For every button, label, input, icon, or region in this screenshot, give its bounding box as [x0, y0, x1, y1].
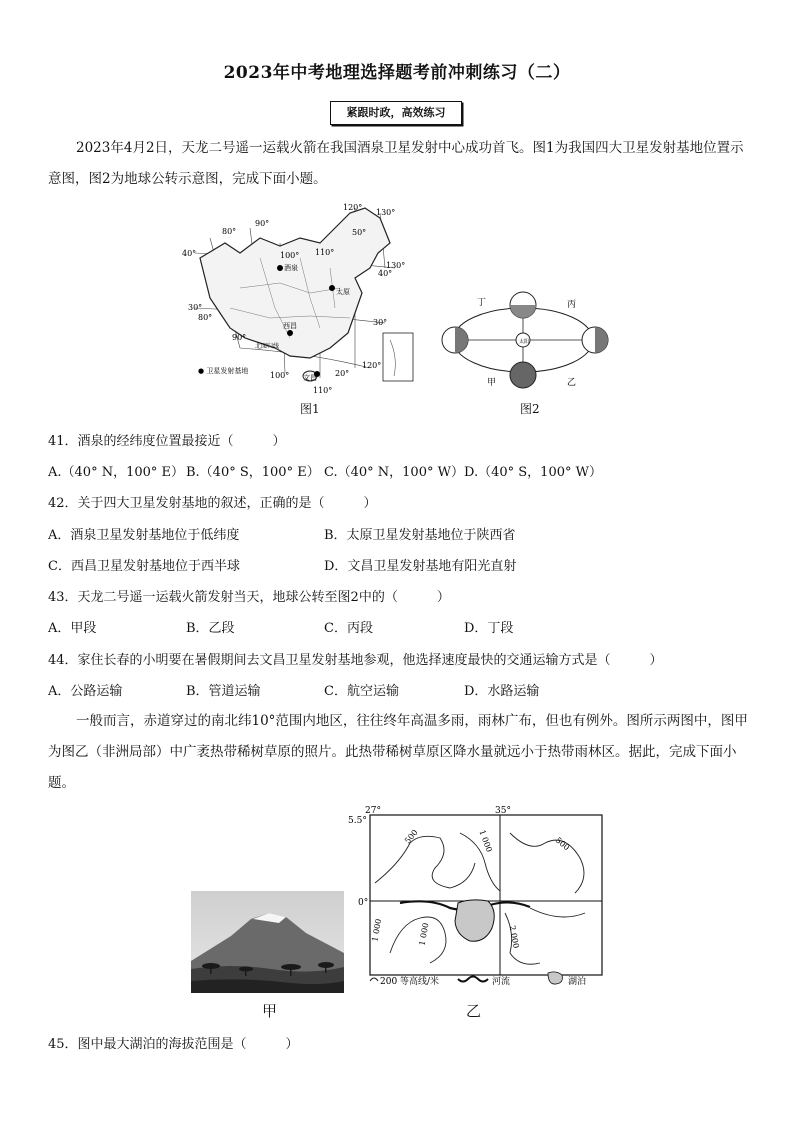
river-legend-icon [458, 977, 488, 982]
q44-option-c[interactable]: C．航空运输 [324, 684, 399, 699]
lon-label: 120° [343, 203, 363, 212]
q44-option-a[interactable]: A．公路运输 [48, 684, 123, 699]
orbit-label-bing: 丙 [567, 300, 577, 310]
contour-label: 2 000 [507, 924, 521, 949]
figure-2-caption: 图2 [520, 402, 540, 416]
site-xichang [287, 330, 293, 336]
intro-paragraph-1: 2023年4月2日，天龙二号遥一运载火箭在我国酒泉卫星发射中心成功首飞。图1为我国四大卫星发射基地位置示意图，图2为地球公转示意图，完成下面小题。 [48, 140, 744, 187]
map-caption-yi: 乙 [466, 1002, 482, 1020]
lon-label-35: 35° [495, 806, 511, 816]
lat-label: 30° [373, 318, 388, 327]
legend-lake: 湖泊 [568, 977, 587, 987]
site-jiuquan [277, 265, 283, 271]
lat-label-0: 0° [358, 898, 369, 908]
q43-option-c[interactable]: C．丙段 [324, 621, 373, 636]
lat-label-5-5: 5.5° [348, 816, 367, 826]
site-taiyuan [329, 285, 335, 291]
q41-option-d[interactable]: D.（40° S，100° W） [464, 465, 602, 480]
photo-caption-jia: 甲 [262, 1002, 278, 1020]
contour-label: 1 000 [477, 828, 494, 854]
contour-label: 1 000 [417, 922, 431, 947]
q44-option-b[interactable]: B．管道运输 [186, 684, 261, 699]
lon-label: 90° [255, 219, 270, 228]
q43-stem: 43．天龙二号遥一运载火箭发射当天，地球公转至图2中的（ ） [48, 590, 450, 605]
q42-stem: 42．关于四大卫星发射基地的叙述，正确的是（ ） [48, 496, 377, 511]
q44-stem: 44．家住长春的小明要在暑假期间去文昌卫星发射基地参观，他选择速度最快的交通运输方式是（ ） [48, 653, 663, 668]
site-label-taiyuan: 太原 [336, 288, 350, 296]
q41-option-b[interactable]: B.（40° S，100° E） [186, 465, 320, 480]
lat-label: 30° [188, 303, 203, 312]
contour-label: 500 [553, 835, 572, 853]
lon-label-27: 27° [365, 806, 381, 816]
contour-legend-icon [370, 978, 378, 981]
figure-1-caption: 图1 [300, 402, 320, 416]
intro-paragraph-2: 一般而言，赤道穿过的南北纬10°范围内地区，往往终年高温多雨，雨林广布，但也有例外。图所示两图中，图甲为图乙（非洲局部）中广袤热带稀树草原的照片。此热带稀树草原区降水量就远小于热带雨林区。据此，完成下面小题。 [48, 713, 748, 791]
savanna-photo [191, 891, 344, 993]
tropic-label: 北回归线 [255, 343, 280, 350]
earth-right [582, 327, 608, 353]
lat-label: 40° [182, 249, 197, 258]
q45-stem: 45．图中最大湖泊的海拔范围是（ ） [48, 1037, 299, 1052]
q42-option-c[interactable]: C．西昌卫星发射基地位于西半球 [48, 559, 240, 574]
earth-left [442, 327, 468, 353]
tag-box: 紧跟时政，高效练习 [330, 101, 462, 125]
lon-label: 110° [315, 248, 335, 257]
earth-top [510, 292, 536, 318]
legend-river: 河流 [492, 977, 511, 987]
lon-label: 100° [270, 371, 290, 380]
site-label-wenchang: 文昌 [303, 374, 317, 382]
lat-label: 20° [335, 369, 350, 378]
page-title: 2023年中考地理选择题考前冲刺练习（二） [223, 63, 571, 83]
figure-1-map [180, 198, 420, 398]
site-label-jiuquan: 酒泉 [284, 264, 298, 272]
lon-label: 80° [222, 227, 237, 236]
figure-2-orbit [435, 285, 615, 395]
map-legend: ● 卫星发射基地 [198, 367, 249, 375]
q41-stem: 41．酒泉的经纬度位置最接近（ ） [48, 434, 286, 449]
lake-legend-icon [548, 972, 562, 984]
earth-bottom [510, 362, 536, 388]
africa-contour-map [330, 803, 630, 1018]
legend-contour-value: 200 [380, 977, 398, 987]
orbit-label-yi: 乙 [567, 378, 577, 388]
q42-option-d[interactable]: D．文昌卫星发射基地有阳光直射 [324, 559, 517, 574]
q43-option-b[interactable]: B．乙段 [186, 621, 235, 636]
site-label-xichang: 西昌 [283, 322, 297, 330]
contour-label: 500 [402, 827, 420, 846]
q44-option-d[interactable]: D．水路运输 [464, 684, 540, 699]
legend-contour-text: 等高线/米 [400, 977, 440, 987]
lon-label: 120° [362, 361, 382, 370]
orbit-label-jia: 甲 [487, 378, 497, 388]
q42-option-a[interactable]: A．酒泉卫星发射基地位于低纬度 [48, 528, 240, 543]
lon-label: 80° [198, 313, 213, 322]
q41-option-c[interactable]: C.（40° N，100° W） [324, 465, 464, 480]
q43-option-d[interactable]: D．丁段 [464, 621, 514, 636]
lon-label: 110° [313, 386, 333, 395]
q41-option-a[interactable]: A.（40° N，100° E） [48, 465, 185, 480]
sun-label: 太阳 [519, 339, 530, 345]
q42-option-b[interactable]: B．太原卫星发射基地位于陕西省 [324, 528, 516, 543]
lon-label: 130° [376, 208, 396, 217]
lon-label: 130° [386, 261, 406, 270]
lon-label: 50° [352, 228, 367, 237]
lat-label: 40° [378, 269, 393, 278]
contour-label: 1 000 [370, 918, 384, 943]
q43-option-a[interactable]: A．甲段 [48, 621, 97, 636]
lon-label: 100° [280, 251, 300, 260]
orbit-label-ding: 丁 [477, 298, 487, 308]
lon-label: 90° [232, 333, 247, 342]
